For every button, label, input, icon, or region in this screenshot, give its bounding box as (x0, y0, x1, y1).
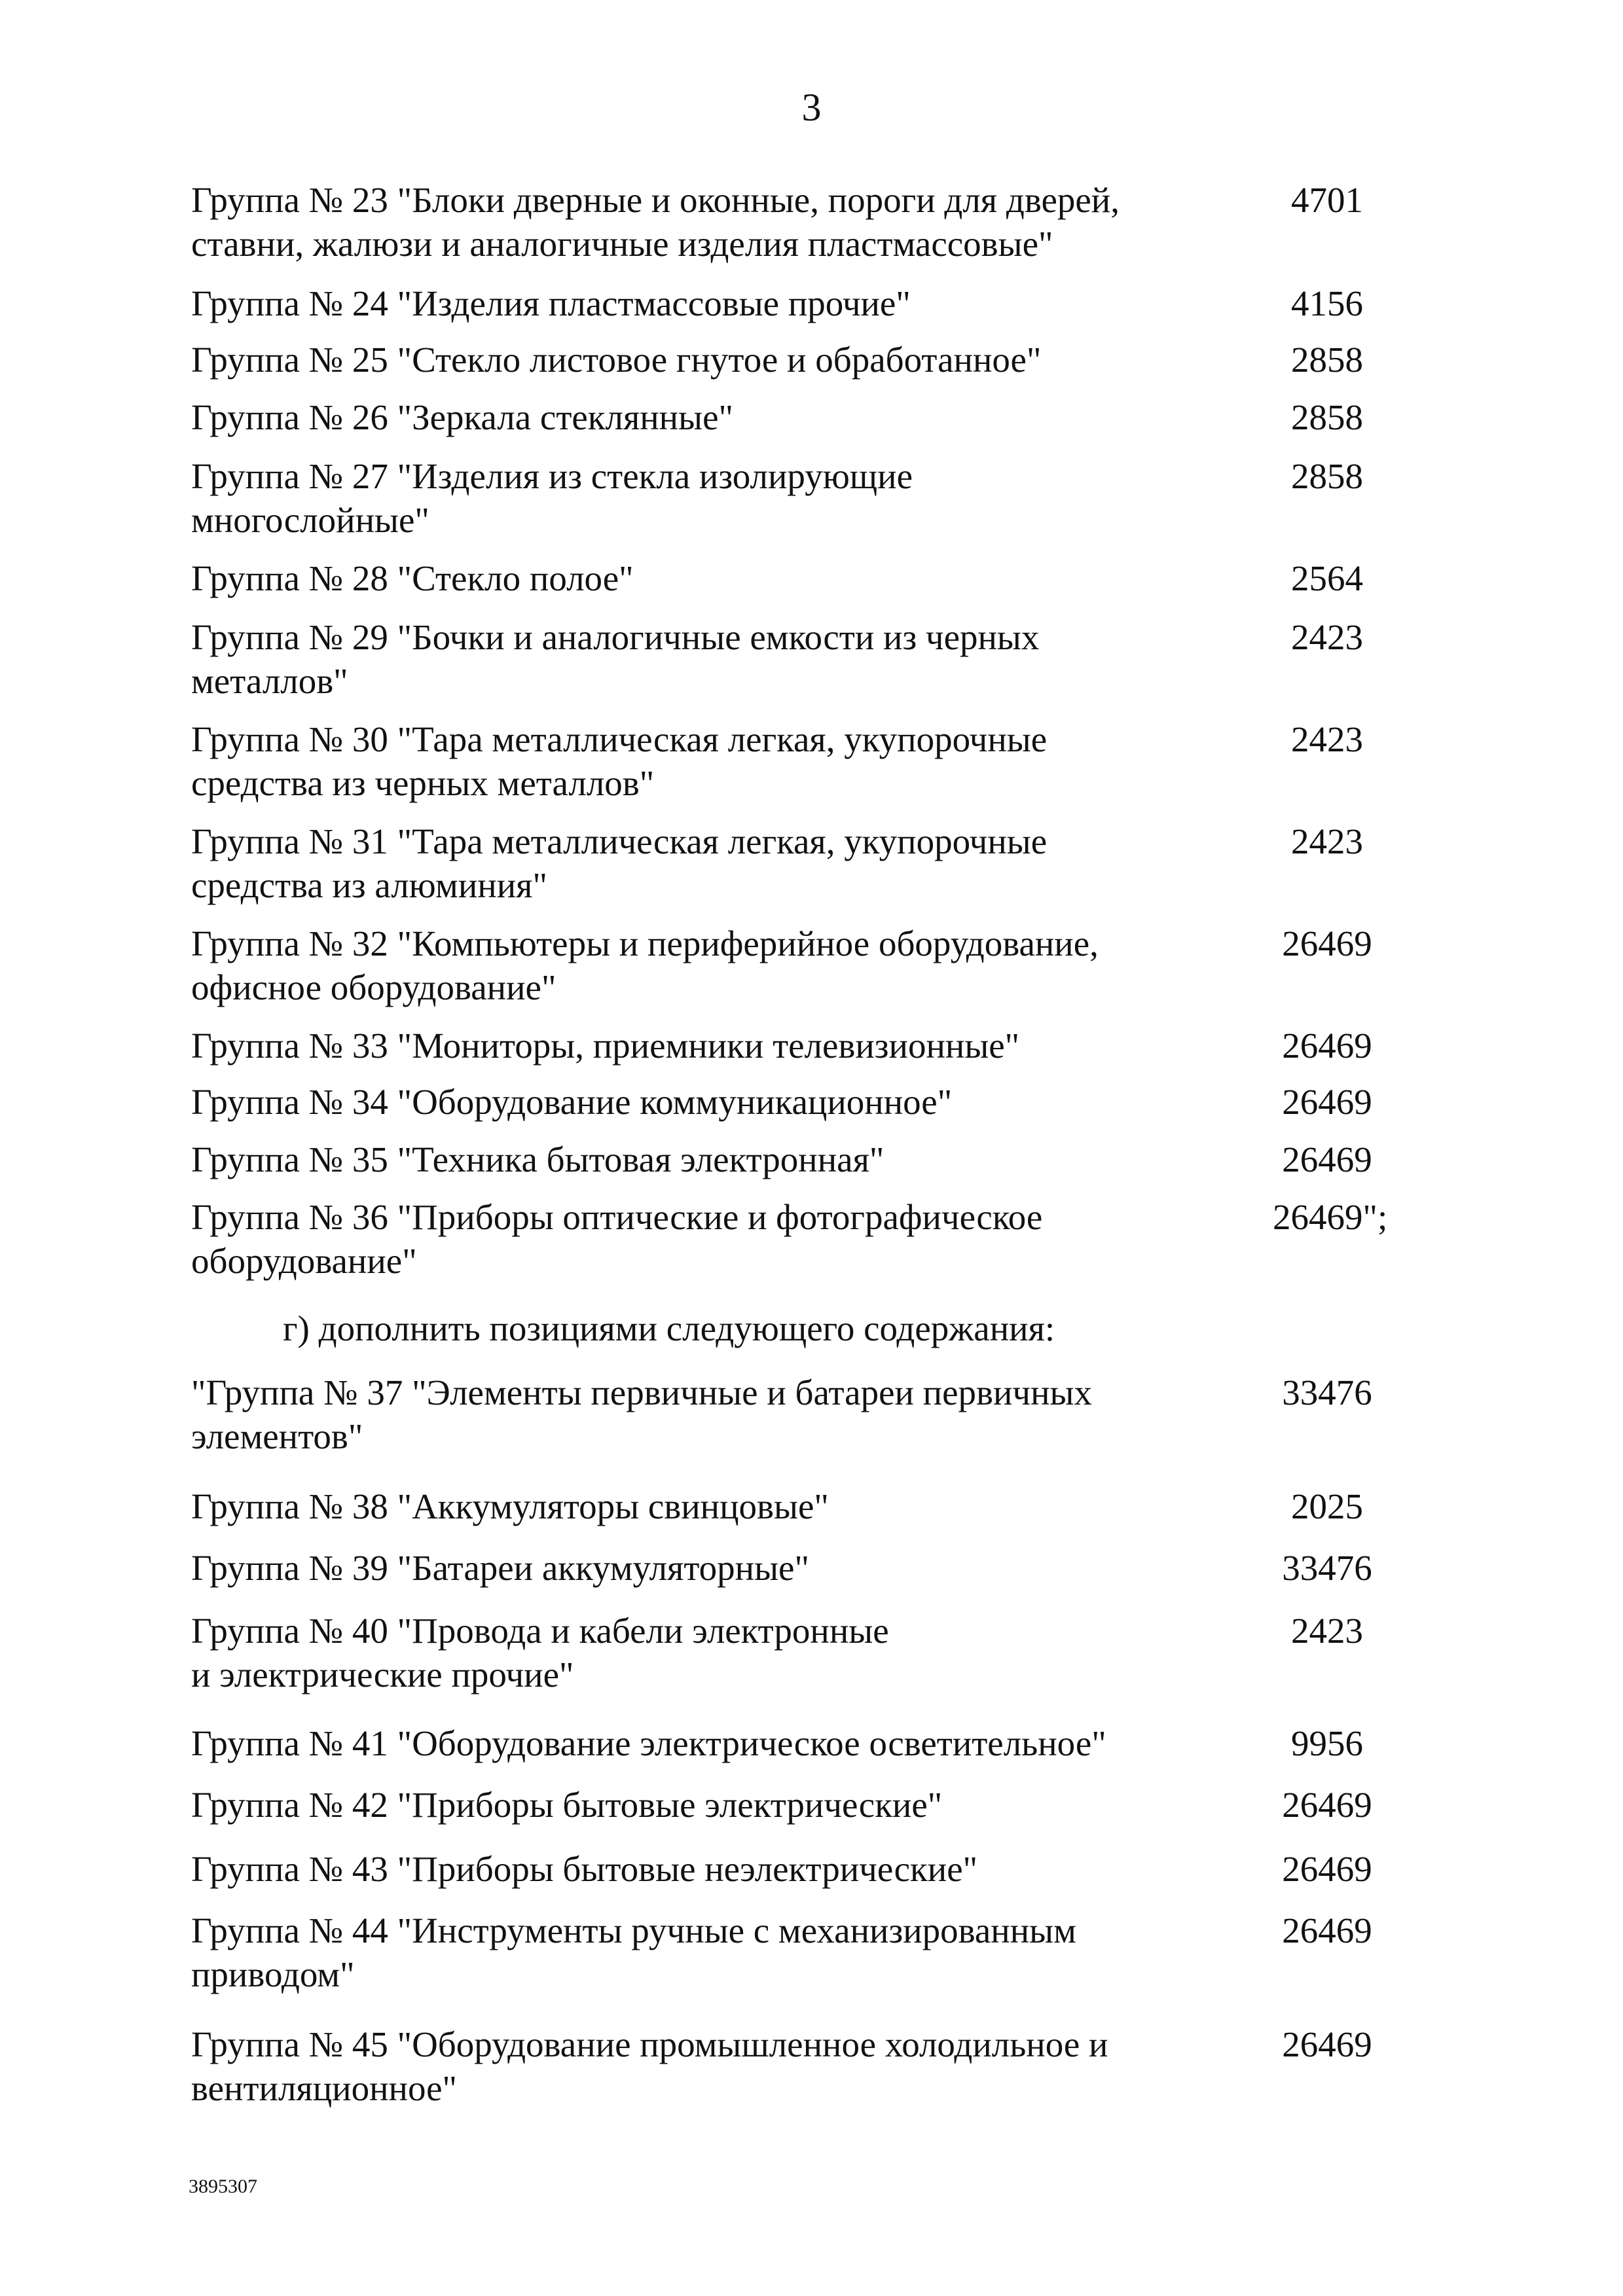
list-item (191, 281, 1402, 325)
group-value: 33476 (1282, 1372, 1372, 1412)
group-label: Группа № 31 "Тара металлическая легкая, укупорочные (191, 821, 1048, 861)
group-label: Группа № 41 "Оборудование электрическое осветительное" (191, 1723, 1106, 1763)
group-label-continued: вентиляционное" (191, 2068, 457, 2108)
group-value: 26469 (1282, 1139, 1372, 1179)
list-item (191, 1195, 1402, 1283)
list-item (191, 1371, 1402, 1458)
list-item (191, 338, 1402, 382)
list-item (191, 819, 1402, 907)
list-item (191, 556, 1402, 600)
group-label: Группа № 39 "Батареи аккумуляторные" (191, 1548, 809, 1588)
group-value: 2423 (1291, 1611, 1363, 1651)
list-item (191, 454, 1402, 542)
group-value: 2858 (1291, 340, 1363, 380)
group-value: 33476 (1282, 1548, 1372, 1588)
group-label-continued: средства из алюминия" (191, 865, 547, 905)
group-label-continued: приводом" (191, 1954, 355, 1994)
list-item (191, 1546, 1402, 1590)
group-label: Группа № 27 "Изделия из стекла изолирующие (191, 456, 913, 496)
group-label: Группа № 40 "Провода и кабели электронные (191, 1611, 889, 1651)
group-label: Группа № 45 "Оборудование промышленное холодильное и (191, 2024, 1108, 2064)
group-label: Группа № 36 "Приборы оптические и фотографическое (191, 1197, 1043, 1237)
list-item (191, 1783, 1402, 1827)
group-value: 4156 (1291, 283, 1363, 323)
list-item (191, 1909, 1402, 1996)
group-label-continued: ставни, жалюзи и аналогичные изделия пластмассовые" (191, 224, 1053, 264)
list-item (191, 717, 1402, 805)
group-label: Группа № 32 "Компьютеры и периферийное оборудование, (191, 924, 1099, 963)
group-label: Группа № 35 "Техника бытовая электронная" (191, 1139, 884, 1179)
list-item (191, 2022, 1402, 2110)
group-value: 4701 (1291, 180, 1363, 220)
group-value: 26469 (1282, 1026, 1372, 1066)
page-number: 3 (801, 86, 822, 129)
document-code: 3895307 (189, 2176, 257, 2197)
group-value: 2025 (1291, 1486, 1363, 1526)
group-label: "Группа № 37 "Элементы первичные и батареи первичных (191, 1372, 1092, 1412)
group-label-continued: офисное оборудование" (191, 967, 556, 1007)
group-value: 26469 (1282, 1082, 1372, 1122)
group-label-continued: металлов" (191, 661, 348, 701)
group-label: Группа № 42 "Приборы бытовые электрические" (191, 1785, 943, 1825)
group-label-continued: элементов" (191, 1416, 363, 1456)
list-item (191, 1847, 1402, 1891)
group-label: Группа № 38 "Аккумуляторы свинцовые" (191, 1486, 829, 1526)
list-item (191, 615, 1402, 703)
list-item (191, 1024, 1402, 1067)
group-value: 26469 (1282, 924, 1372, 963)
group-label: Группа № 28 "Стекло полое" (191, 558, 634, 598)
group-label-continued: и электрические прочие" (191, 1655, 574, 1695)
group-label: Группа № 23 "Блоки дверные и оконные, пороги для дверей, (191, 180, 1120, 220)
list-item (191, 922, 1402, 1009)
group-value: 26469 (1282, 2024, 1372, 2064)
group-value: 2564 (1291, 558, 1363, 598)
group-label: Группа № 30 "Тара металлическая легкая, укупорочные (191, 719, 1048, 759)
group-value: 2858 (1291, 397, 1363, 437)
group-label: Группа № 25 "Стекло листовое гнутое и обработанное" (191, 340, 1042, 380)
group-label-continued: многослойные" (191, 500, 429, 540)
group-label: Группа № 33 "Мониторы, приемники телевизионные" (191, 1026, 1020, 1066)
list-item (191, 1609, 1402, 1696)
group-value: 2858 (1291, 456, 1363, 496)
list-item (191, 1080, 1402, 1124)
list-item (191, 1721, 1402, 1765)
list-item (191, 395, 1402, 439)
list-item (191, 1138, 1402, 1181)
group-label-continued: оборудование" (191, 1241, 417, 1281)
group-label: Группа № 29 "Бочки и аналогичные емкости из черных (191, 617, 1040, 657)
group-label: Группа № 44 "Инструменты ручные с механизированным (191, 1910, 1076, 1950)
group-label: Группа № 43 "Приборы бытовые неэлектрические" (191, 1849, 978, 1889)
group-value: 2423 (1291, 821, 1363, 861)
group-value: 2423 (1291, 617, 1363, 657)
group-label-continued: средства из черных металлов" (191, 763, 655, 803)
amendment-subheading: г) дополнить позициями следующего содержания: (283, 1308, 1055, 1348)
list-item (191, 178, 1402, 266)
group-value: 9956 (1291, 1723, 1363, 1763)
list-item (191, 1484, 1402, 1528)
group-value: 26469 (1282, 1849, 1372, 1889)
group-value: 26469 (1282, 1785, 1372, 1825)
group-label: Группа № 34 "Оборудование коммуникационное" (191, 1082, 953, 1122)
group-label: Группа № 24 "Изделия пластмассовые прочие" (191, 283, 911, 323)
group-value: 2423 (1291, 719, 1363, 759)
group-value: 26469 (1282, 1910, 1372, 1950)
group-value: 26469"; (1273, 1197, 1388, 1237)
group-label: Группа № 26 "Зеркала стеклянные" (191, 397, 733, 437)
